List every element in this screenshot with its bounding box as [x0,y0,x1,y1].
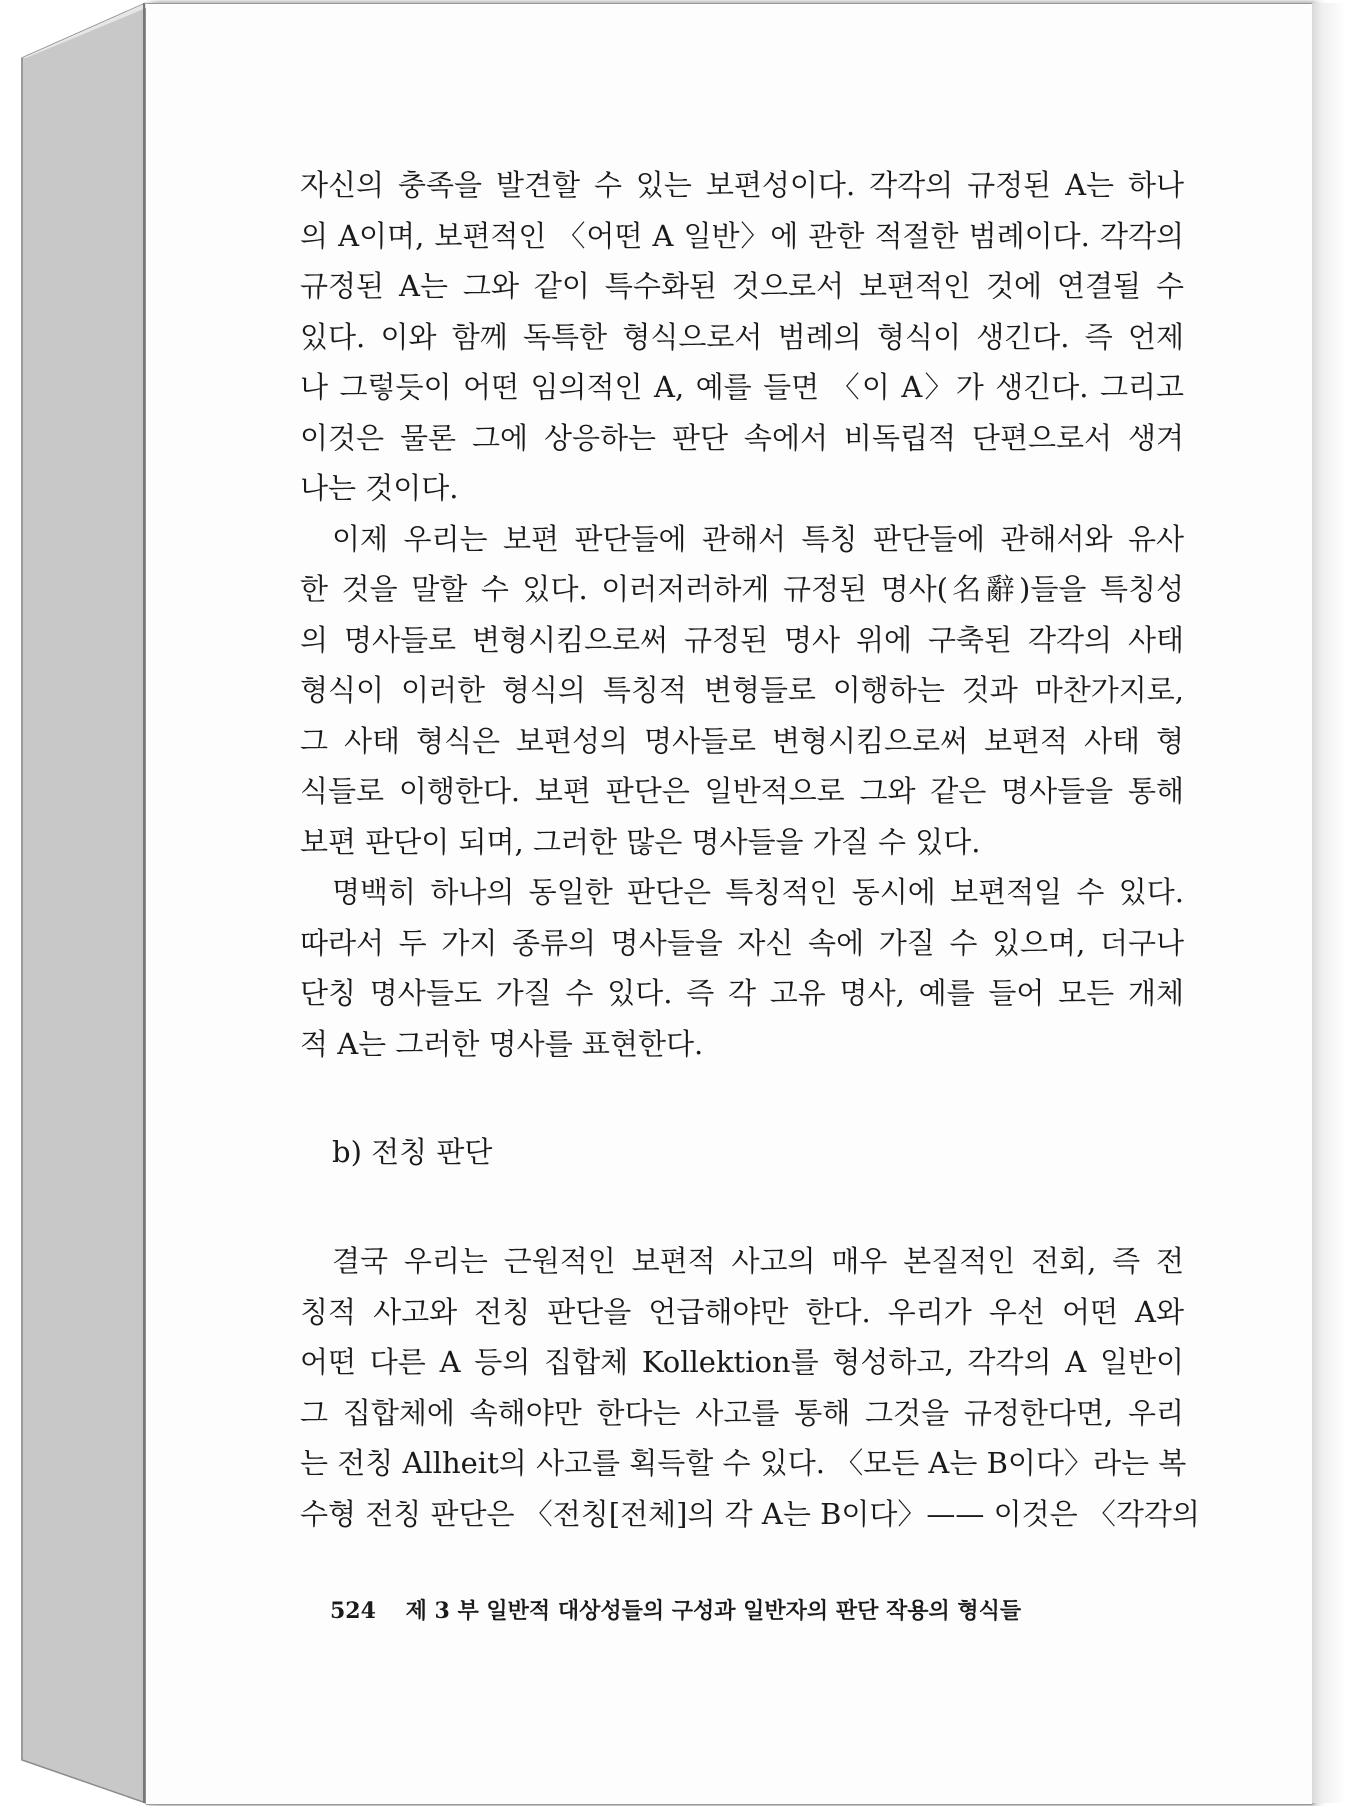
page-edge [1312,3,1345,1803]
text-line: 명백히 하나의 동일한 판단은 특칭적인 동시에 보편적일 수 있다. [332,875,1184,909]
body-text [300,160,1184,1069]
text-line: 나는 것이다. [300,471,459,505]
text-line: 따라서 두 가지 종류의 명사들을 자신 속에 가질 수 있으며, 더구나 [300,925,1184,960]
text-line: 단칭 명사들도 가질 수 있다. 즉 각 고유 명사, 예를 들어 모든 개체 [300,976,1184,1010]
book-spine-graphic [0,0,146,1806]
text-line: 나 그렇듯이 어떤 임의적인 A, 예를 들면 〈이 A〉가 생긴다. 그리고 [300,370,1184,404]
text-line: 형식이 이러한 형식의 특칭적 변형들로 이행하는 것과 마찬가지로, [300,673,1184,707]
paragraph-4 [300,1236,1200,1539]
paragraph-1 [300,160,1184,514]
text-line: 의 명사들로 변형시킴으로써 규정된 명사 위에 구축된 각각의 사태 [300,622,1184,657]
text-line: 그 집합체에 속해야만 한다는 사고를 통해 그것을 규정한다면, 우리 [300,1395,1184,1430]
text-line: 식들로 이행한다. 보편 판단은 일반적으로 그와 같은 명사들을 통해 [300,774,1184,808]
text-line: 수형 전칭 판단은 〈전칭[전체]의 각 A는 B이다〉—— 이것은 〈각각의 [300,1496,1200,1531]
text-line: 한 것을 말할 수 있다. 이러저러하게 규정된 명사(名辭)들을 특칭성 [300,572,1184,606]
book-spine [0,0,146,1806]
text-line: 있다. 이와 함께 독특한 형식으로서 범례의 형식이 생긴다. 즉 언제 [300,319,1184,354]
text-line: 적 A는 그러한 명사를 표현한다. [300,1026,704,1061]
body-text-2 [300,1236,1200,1539]
text-line: 보편 판단이 되며, 그러한 많은 명사들을 가질 수 있다. [300,824,981,859]
text-line: 어떤 다른 A 등의 집합체 Kollektion를 형성하고, 각각의 A 일반이 [300,1345,1184,1379]
text-line: 규정된 A는 그와 같이 특수화된 것으로서 보편적인 것에 연결될 수 [300,269,1184,303]
text-line: 는 전칭 Allheit의 사고를 획득할 수 있다. 〈모든 A는 B이다〉라는 복 [300,1446,1187,1480]
text-line: 그 사태 형식은 보편성의 명사들로 변형시킴으로써 보편적 사태 형 [300,723,1184,758]
text-line: 결국 우리는 근원적인 보편적 사고의 매우 본질적인 전회, 즉 전 [332,1244,1184,1278]
paragraph-3 [300,867,1184,1069]
section-heading: b) 전칭 판단 [332,1135,493,1169]
text-line: 이제 우리는 보편 판단들에 관해서 특칭 판단들에 관해서와 유사 [332,521,1184,556]
running-head: 제 3 부 일반적 대상성들의 구성과 일반자의 판단 작용의 형식들 [405,1598,1022,1624]
text-line: 이것은 물론 그에 상응하는 판단 속에서 비독립적 단편으로서 생겨 [300,420,1184,455]
paragraph-2 [300,514,1184,868]
text-line: 칭적 사고와 전칭 판단을 언급해야만 한다. 우리가 우선 어떤 A와 [300,1294,1184,1329]
text-line: 자신의 충족을 발견할 수 있는 보편성이다. 각각의 규정된 A는 하나 [300,168,1184,202]
text-line: 의 A이며, 보편적인 〈어떤 A 일반〉에 관한 적절한 범례이다. 각각의 [300,218,1184,253]
page-footer [330,1594,1021,1625]
page-number: 524 [330,1598,376,1624]
